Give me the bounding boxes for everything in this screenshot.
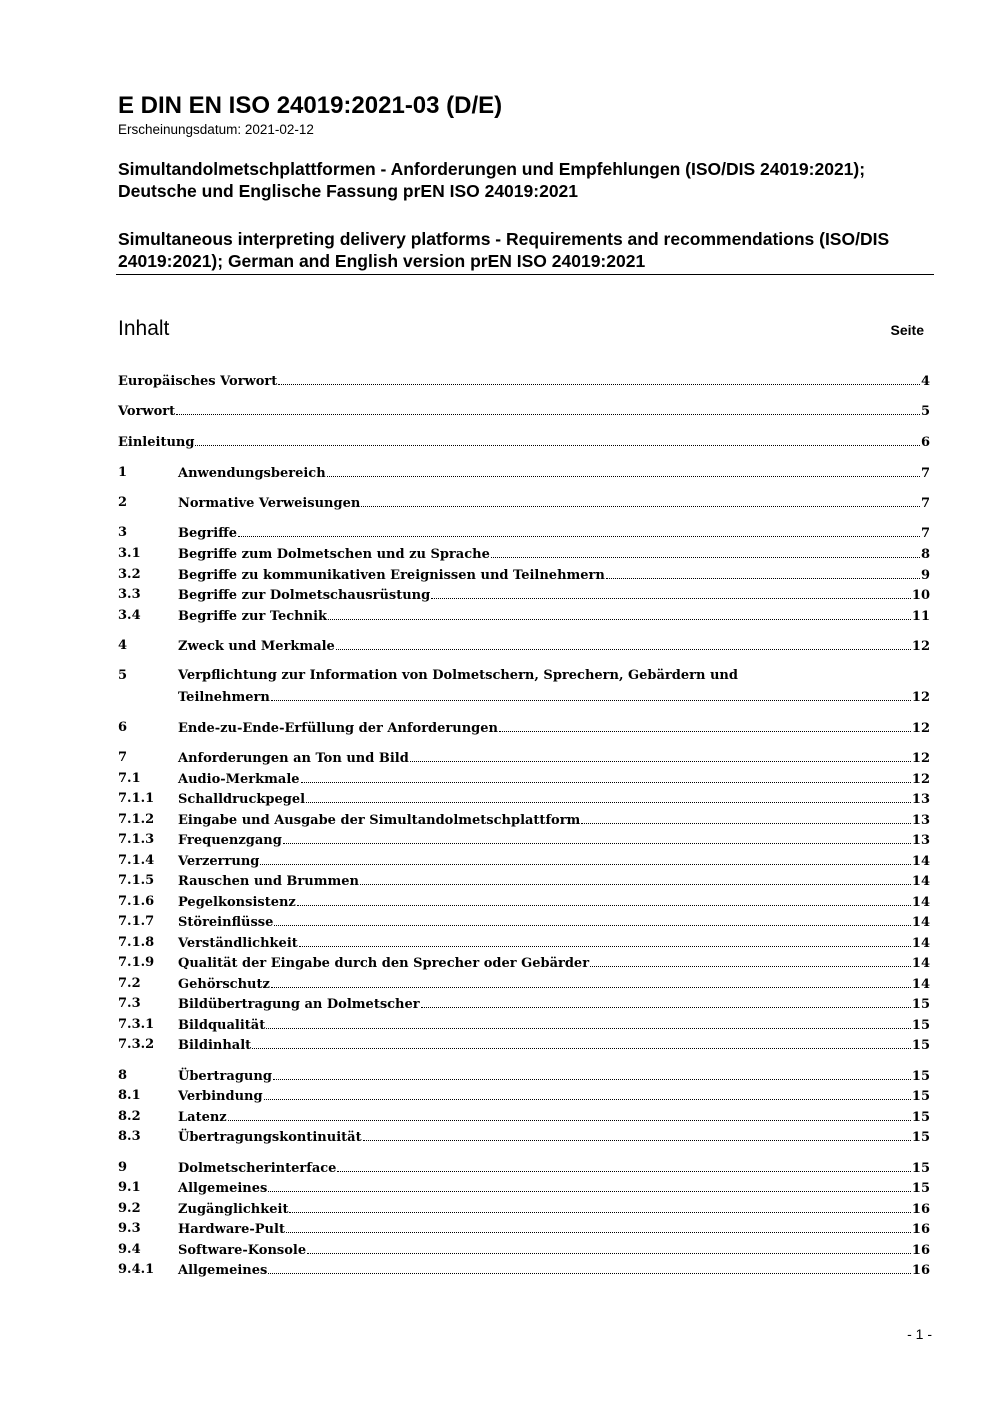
toc-entry-number: 3.3 [118, 587, 141, 602]
toc-entry-number: 7.3.2 [118, 1037, 155, 1052]
dot-leader [301, 769, 911, 783]
toc-entry-title: Europäisches Vorwort [118, 374, 278, 389]
toc-entry[interactable] [118, 544, 930, 564]
toc-entry-number: 7.1.3 [118, 832, 155, 847]
toc-entry-line [178, 636, 930, 657]
dot-leader [327, 463, 920, 477]
dot-leader [266, 1015, 911, 1029]
title-english: Simultaneous interpreting delivery platforms - Requirements and recommendations (ISO/DIS 24019:2021); German and English version prEN ISO 24019:2021 [118, 229, 890, 271]
toc-entry-page: 12 [911, 721, 930, 736]
toc-entry[interactable] [118, 1107, 930, 1127]
dot-leader [499, 718, 911, 732]
toc-entry-number: 9.3 [118, 1221, 141, 1236]
toc-entry[interactable] [118, 769, 930, 789]
toc-entry-title: Bildinhalt [178, 1038, 252, 1053]
toc-entry-line [178, 810, 930, 831]
toc-entry-page: 13 [911, 813, 930, 828]
table-of-contents [118, 0, 930, 1403]
toc-entry[interactable] [118, 493, 930, 513]
toc-entry-page: 15 [911, 1038, 930, 1053]
toc-entry-page: 12 [911, 690, 930, 705]
toc-entry-title: Begriffe zur Dolmetschausrüstung [178, 588, 431, 603]
dot-leader [286, 1219, 911, 1233]
dot-leader [271, 974, 911, 988]
toc-entry-line [178, 789, 930, 810]
toc-entry-number: 3.2 [118, 567, 141, 582]
toc-entry[interactable] [118, 748, 930, 768]
dot-leader [274, 912, 911, 926]
toc-entry-line [178, 1178, 930, 1199]
dot-leader [337, 1158, 910, 1172]
toc-entry-number: 8.3 [118, 1129, 141, 1144]
toc-entry-number: 8 [118, 1068, 128, 1083]
toc-entry-page: 14 [911, 915, 930, 930]
toc-entry-number: 6 [118, 720, 128, 735]
toc-entry-line [178, 493, 930, 514]
toc-entry-title: Bildqualität [178, 1018, 266, 1033]
dot-leader [306, 789, 911, 803]
toc-entry-page: 15 [911, 1110, 930, 1125]
toc-entry-page: 15 [911, 1161, 930, 1176]
toc-entry-title-line: Verpflichtung zur Information von Dolmetschern, Sprechern, Gebärdern und [178, 668, 738, 683]
toc-entry-title: Pegelkonsistenz [178, 895, 296, 910]
toc-entry[interactable] [118, 1015, 930, 1035]
toc-entry-line [178, 851, 930, 872]
toc-entry-page: 7 [920, 496, 930, 511]
toc-entry-number: 7.1.1 [118, 791, 155, 806]
toc-entry-title: Teilnehmern [178, 690, 270, 705]
toc-entry-line [178, 687, 930, 708]
toc-entry[interactable] [118, 432, 930, 452]
toc-entry-number: 2 [118, 495, 128, 510]
toc-entry-number: 9.4.1 [118, 1262, 155, 1277]
toc-entry-page: 10 [911, 588, 930, 603]
toc-entry-line [178, 1199, 930, 1220]
toc-entry-page: 15 [911, 1181, 930, 1196]
toc-entry-number: 5 [118, 668, 128, 683]
toc-entry-line [178, 912, 930, 933]
toc-entry-number: 4 [118, 638, 128, 653]
dot-leader [581, 810, 911, 824]
toc-entry-number: 1 [118, 465, 128, 480]
toc-entry-page: 12 [911, 772, 930, 787]
toc-entry-page: 15 [911, 1069, 930, 1084]
toc-entry-line [178, 544, 930, 565]
toc-entry[interactable] [118, 789, 930, 809]
toc-entry[interactable] [118, 636, 930, 656]
toc-entry[interactable] [118, 1199, 930, 1219]
toc-entry-title: Zweck und Merkmale [178, 639, 335, 654]
toc-entry-line [178, 1066, 930, 1087]
toc-entry-line [178, 933, 930, 954]
toc-entry-line [178, 1219, 930, 1240]
toc-entry-page: 16 [911, 1222, 930, 1237]
toc-entry-title: Begriffe zur Technik [178, 609, 328, 624]
toc-entry-line [178, 748, 930, 769]
dot-leader [328, 606, 911, 620]
toc-entry-page: 14 [911, 854, 930, 869]
toc-entry-line [178, 953, 930, 974]
toc-entry[interactable] [118, 463, 930, 483]
toc-entry-page: 14 [911, 977, 930, 992]
dot-leader [271, 687, 911, 701]
toc-entry-title: Bildübertragung an Dolmetscher [178, 997, 420, 1012]
dot-leader [238, 523, 920, 537]
toc-entry-title: Übertragungskontinuität [178, 1130, 362, 1145]
toc-entry-title: Dolmetscherinterface [178, 1161, 337, 1176]
toc-entry-line [118, 371, 930, 392]
toc-entry-line [178, 1260, 930, 1281]
toc-entry[interactable] [118, 933, 930, 953]
dot-leader [363, 1127, 911, 1141]
toc-entry-line [178, 1015, 930, 1036]
toc-entry[interactable] [118, 810, 930, 830]
toc-entry-first-line [118, 666, 930, 686]
toc-entry[interactable] [118, 401, 930, 421]
toc-entry-line [178, 523, 930, 544]
toc-entry-number: 9 [118, 1160, 128, 1175]
toc-entry-number: 7.3 [118, 996, 141, 1011]
dot-leader [360, 871, 911, 885]
toc-entry[interactable] [118, 1219, 930, 1239]
toc-entry-title: Verständlichkeit [178, 936, 298, 951]
toc-entry-page: 14 [911, 895, 930, 910]
toc-entry[interactable] [118, 1127, 930, 1147]
toc-entry-line [178, 994, 930, 1015]
toc-entry-title: Störeinflüsse [178, 915, 274, 930]
toc-entry-title: Allgemeines [178, 1263, 268, 1278]
dot-leader [431, 585, 911, 599]
toc-entry-number: 7.1.7 [118, 914, 155, 929]
toc-entry[interactable] [118, 953, 930, 973]
dot-leader [195, 432, 920, 446]
toc-page-column-heading: Seite [890, 322, 924, 338]
toc-entry[interactable] [118, 830, 930, 850]
toc-entry-title: Vorwort [118, 404, 176, 419]
toc-entry[interactable] [118, 687, 930, 707]
toc-entry-page: 14 [911, 936, 930, 951]
toc-entry-page: 12 [911, 639, 930, 654]
toc-entry-title: Gehörschutz [178, 977, 270, 992]
dot-leader [336, 636, 911, 650]
toc-entry[interactable] [118, 1240, 930, 1260]
toc-entry-page: 15 [911, 1130, 930, 1145]
toc-entry-title: Latenz [178, 1110, 227, 1125]
toc-entry-page: 16 [911, 1202, 930, 1217]
toc-entry-title: Normative Verweisungen [178, 496, 361, 511]
toc-entry-page: 7 [920, 526, 930, 541]
toc-entry-number: 7.1.9 [118, 955, 155, 970]
toc-entry[interactable] [118, 1178, 930, 1198]
dot-leader [606, 565, 920, 579]
toc-entry-title: Audio-Merkmale [178, 772, 300, 787]
toc-entry[interactable] [118, 871, 930, 891]
toc-entry[interactable] [118, 912, 930, 932]
toc-entry-page: 15 [911, 1089, 930, 1104]
toc-entry-line [178, 1240, 930, 1261]
toc-entry-number: 3.1 [118, 546, 141, 561]
toc-entry-title: Zugänglichkeit [178, 1202, 289, 1217]
dot-leader [297, 892, 911, 906]
toc-entry-number: 9.4 [118, 1242, 141, 1257]
toc-entry-title: Hardware-Pult [178, 1222, 285, 1237]
toc-entry-page: 9 [920, 568, 930, 583]
toc-entry[interactable] [118, 994, 930, 1014]
toc-entry-number: 3 [118, 525, 128, 540]
dot-leader [268, 1178, 911, 1192]
toc-entry-number: 7.1.2 [118, 812, 155, 827]
toc-entry-number: 8.2 [118, 1109, 141, 1124]
toc-entry-line [178, 1086, 930, 1107]
toc-entry-line [178, 585, 930, 606]
toc-entry-page: 15 [911, 997, 930, 1012]
dot-leader [273, 1066, 911, 1080]
toc-entry-title: Qualität der Eingabe durch den Sprecher oder Gebärder [178, 956, 590, 971]
toc-entry[interactable] [118, 565, 930, 585]
toc-entry-page: 6 [920, 435, 930, 450]
toc-entry-line [178, 892, 930, 913]
toc-entry-number: 3.4 [118, 608, 141, 623]
toc-entry[interactable] [118, 1086, 930, 1106]
toc-entry-title: Frequenzgang [178, 833, 282, 848]
toc-entry-number: 9.1 [118, 1180, 141, 1195]
toc-entry-title: Übertragung [178, 1069, 272, 1084]
toc-entry-page: 13 [911, 833, 930, 848]
toc-entry[interactable] [118, 1158, 930, 1178]
dot-leader [307, 1240, 911, 1254]
dot-leader [421, 994, 911, 1008]
toc-entry-page: 4 [920, 374, 930, 389]
page-number: - 1 - [907, 1326, 932, 1342]
toc-entry-page: 14 [911, 956, 930, 971]
toc-entry-line [178, 830, 930, 851]
dot-leader [176, 401, 920, 415]
dot-leader [299, 933, 911, 947]
toc-entry-title: Schalldruckpegel [178, 792, 306, 807]
toc-entry-title: Anwendungsbereich [178, 466, 326, 481]
toc-entry[interactable] [118, 892, 930, 912]
dot-leader [228, 1107, 911, 1121]
toc-entry-page: 14 [911, 874, 930, 889]
toc-entry-number: 7.1.5 [118, 873, 155, 888]
toc-entry-title: Verzerrung [178, 854, 260, 869]
toc-entry-line [178, 1107, 930, 1128]
dot-leader [410, 748, 911, 762]
toc-entry-line [178, 463, 930, 484]
toc-entry-page: 16 [911, 1243, 930, 1258]
toc-heading: Inhalt [118, 317, 170, 340]
toc-entry-number: 7.1 [118, 771, 141, 786]
toc-entry-line [118, 432, 930, 453]
toc-entry-line [178, 871, 930, 892]
toc-entry-number: 7.3.1 [118, 1017, 155, 1032]
dot-leader [268, 1260, 911, 1274]
toc-entry-page: 12 [911, 751, 930, 766]
toc-entry-page: 13 [911, 792, 930, 807]
toc-entry-page: 7 [920, 466, 930, 481]
toc-entry-line [118, 401, 930, 422]
toc-entry-line [178, 1127, 930, 1148]
dot-leader [264, 1086, 911, 1100]
toc-entry[interactable] [118, 606, 930, 626]
toc-entry[interactable] [118, 1066, 930, 1086]
toc-entry-number: 7 [118, 750, 128, 765]
dot-leader [252, 1035, 911, 1049]
dot-leader [260, 851, 911, 865]
toc-entry[interactable] [118, 718, 930, 738]
toc-entry[interactable] [118, 851, 930, 871]
toc-entry-title: Begriffe zu kommunikativen Ereignissen und Teilnehmern [178, 568, 605, 583]
toc-entry[interactable] [118, 585, 930, 605]
toc-entry-title: Begriffe zum Dolmetschen und zu Sprache [178, 547, 490, 562]
toc-entry-line [178, 565, 930, 586]
toc-entry-line [178, 974, 930, 995]
toc-entry[interactable] [118, 974, 930, 994]
toc-entry-title: Eingabe und Ausgabe der Simultandolmetschplattform [178, 813, 581, 828]
publication-date: Erscheinungsdatum: 2021-02-12 [118, 122, 314, 137]
dot-leader [590, 953, 911, 967]
toc-entry-page: 11 [911, 609, 930, 624]
toc-entry-line [178, 606, 930, 627]
toc-entry-number: 7.1.6 [118, 894, 155, 909]
toc-entry-title: Begriffe [178, 526, 238, 541]
toc-entry-page: 5 [920, 404, 930, 419]
toc-entry[interactable] [118, 1260, 930, 1280]
toc-entry-number: 7.1.8 [118, 935, 155, 950]
toc-entry-title: Einleitung [118, 435, 195, 450]
toc-entry-title: Rauschen und Brummen [178, 874, 359, 889]
toc-entry-page: 8 [920, 547, 930, 562]
dot-leader [491, 544, 920, 558]
dot-leader [283, 830, 911, 844]
toc-entry[interactable] [118, 523, 930, 543]
toc-entry[interactable] [118, 371, 930, 391]
toc-entry-page: 16 [911, 1263, 930, 1278]
toc-entry[interactable] [118, 1035, 930, 1055]
toc-entry-line [178, 769, 930, 790]
toc-entry-title: Anforderungen an Ton und Bild [178, 751, 409, 766]
toc-entry-line [178, 718, 930, 739]
toc-entry-title: Ende-zu-Ende-Erfüllung der Anforderungen [178, 721, 498, 736]
toc-entry-title: Verbindung [178, 1089, 263, 1104]
toc-entry-number: 7.1.4 [118, 853, 155, 868]
toc-entry-page: 15 [911, 1018, 930, 1033]
dot-leader [289, 1199, 910, 1213]
dot-leader [278, 371, 920, 385]
toc-entry-number: 8.1 [118, 1088, 141, 1103]
toc-entry-number: 7.2 [118, 976, 141, 991]
toc-entry-title: Software-Konsole [178, 1243, 307, 1258]
dot-leader [361, 493, 920, 507]
toc-entry-line [178, 1158, 930, 1179]
toc-entry-line [178, 1035, 930, 1056]
title-german: Simultandolmetschplattformen - Anforderungen und Empfehlungen (ISO/DIS 24019:2021); Deutsche und Englische Fassung prEN ISO 24019:2021 [118, 159, 866, 201]
toc-entry-number: 9.2 [118, 1201, 141, 1216]
document-title: E DIN EN ISO 24019:2021-03 (D/E) [118, 92, 503, 119]
toc-entry-title: Allgemeines [178, 1181, 268, 1196]
